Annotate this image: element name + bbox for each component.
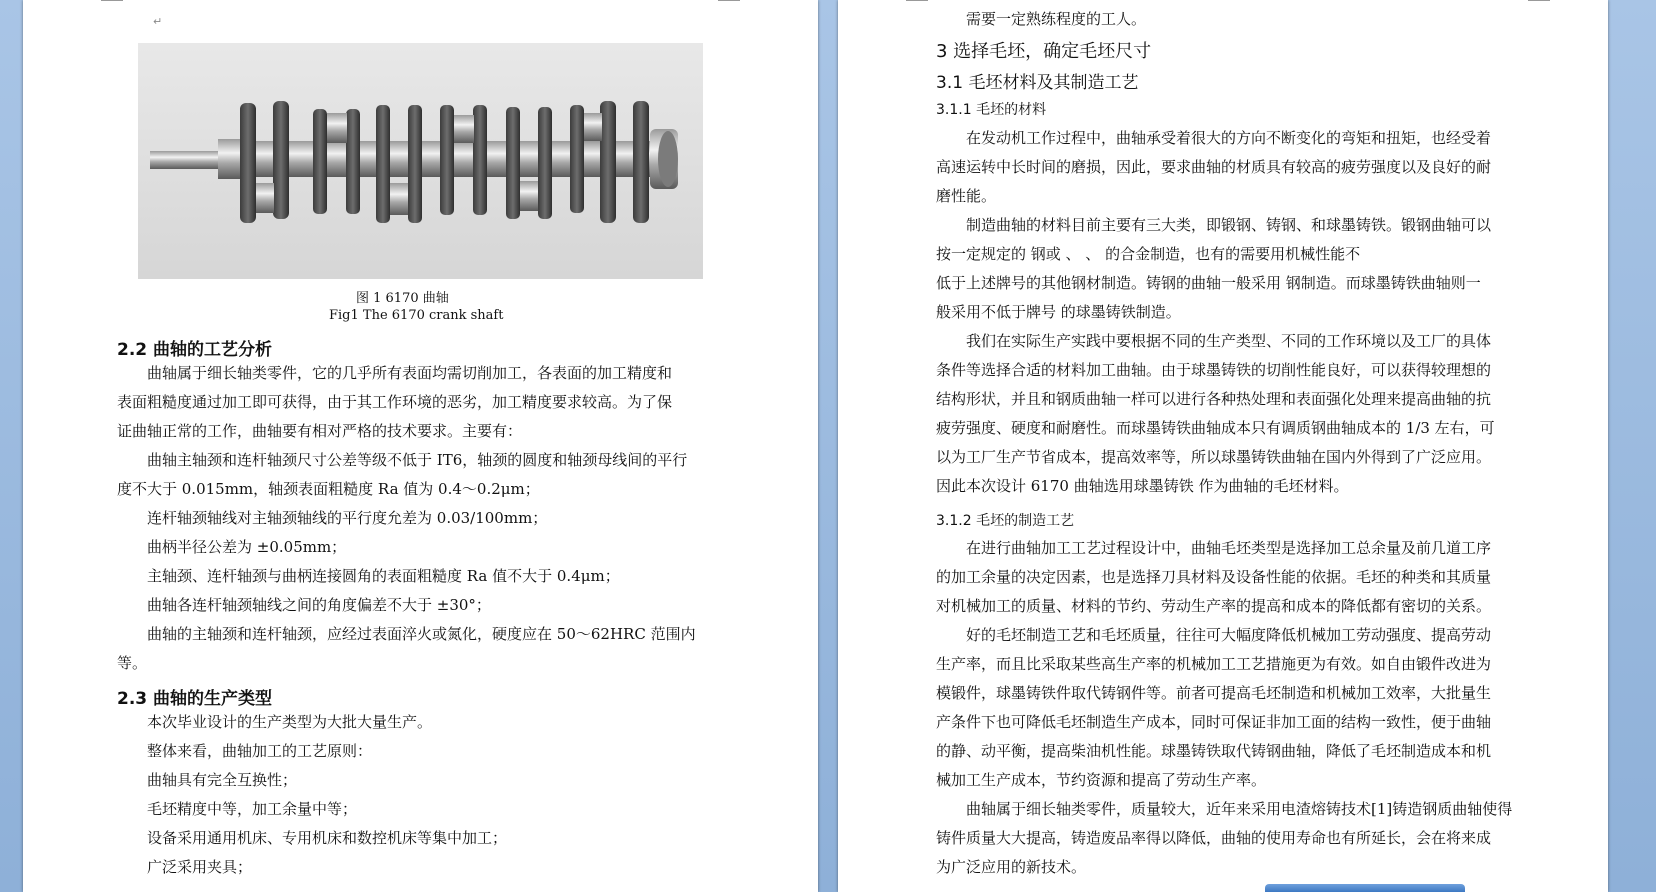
body-line: 等。 [117,654,148,672]
figure-caption-en: Fig1 The 6170 crank shaft [329,308,504,323]
body-line: 高速运转中长时间的磨损，因此，要求曲轴的材质具有较高的疲劳强度以及良好的耐 [936,158,1492,176]
body-line: 疲劳强度、硬度和耐磨性。而球墨铸铁曲轴成本只有调质钢曲轴成本的 1/3 左右，可 [936,419,1495,437]
section-heading-3-1-1: 3.1.1 毛坯的材料 [936,102,1047,118]
body-line: 曲轴各连杆轴颈轴线之间的角度偏差不大于 ±30°； [147,596,491,614]
crop-mark [1528,0,1550,1]
body-line: 证曲轴正常的工作，曲轴要有相对严格的技术要求。主要有： [117,422,523,440]
body-line: 产条件下也可降低毛坯制造生产成本，同时可保证非加工面的结构一致性，便于曲轴 [936,713,1492,731]
body-line: 连杆轴颈轴线对主轴颈轴线的平行度允差为 0.03/100mm； [147,509,548,527]
chapter-heading-3: 3 选择毛坯，确定毛坯尺寸 [936,41,1152,62]
section-heading-3-1: 3.1 毛坯材料及其制造工艺 [936,73,1139,93]
body-line: 曲柄半径公差为 ±0.05mm； [147,538,347,556]
body-line: 曲轴属于细长轴类零件，质量较大，近年来采用电渣熔铸技术[1]铸造钢质曲轴使得 [966,800,1513,818]
crankshaft-photo [138,43,703,279]
body-line: 低于上述牌号的其他钢材制造。铸钢的曲轴一般采用 钢制造。而球墨铸铁曲轴则一 [936,274,1481,292]
body-line: 铸件质量大大提高，铸造废品率得以降低，曲轴的使用寿命也有所延长，会在将来成 [936,829,1492,847]
body-line: 的加工余量的决定因素，也是选择刀具材料及设备性能的依据。毛坯的种类和其质量 [936,568,1492,586]
body-line: 广泛采用夹具； [147,858,253,876]
body-line: 制造曲轴的材料目前主要有三大类，即锻钢、铸钢、和球墨铸铁。锻钢曲轴可以 [966,216,1492,234]
body-line: 毛坯精度中等，加工余量中等； [147,800,358,818]
body-line: 主轴颈、连杆轴颈与曲柄连接圆角的表面粗糙度 Ra 值不大于 0.4μm； [147,567,620,585]
body-line: 结构形状，并且和钢质曲轴一样可以进行各种热处理和表面强化处理来提高曲轴的抗 [936,390,1492,408]
body-line: 条件等选择合适的材料加工曲轴。由于球墨铸铁的切削性能良好，可以获得较理想的 [936,361,1492,379]
body-line: 本次毕业设计的生产类型为大批大量生产。 [147,713,433,731]
body-line: 为广泛应用的新技术。 [936,858,1087,876]
body-line: 度不大于 0.015mm，轴颈表面粗糙度 Ra 值为 0.4～0.2μm； [117,480,540,498]
section-heading-3-1-2: 3.1.2 毛坯的制造工艺 [936,513,1075,529]
body-line: 在发动机工作过程中，曲轴承受着很大的方向不断变化的弯矩和扭矩，也经受着 [966,129,1492,147]
paragraph-mark: ↵ [153,15,163,28]
crop-mark [718,0,740,1]
crop-mark [101,0,123,1]
body-line: 曲轴具有完全互换性； [147,771,298,789]
body-line: 需要一定熟练程度的工人。 [966,10,1147,28]
crankshaft-illustration [138,43,703,279]
body-line: 以为工厂生产节省成本，提高效率等，所以球墨铸铁曲轴在国内外得到了广泛应用。 [936,448,1492,466]
crop-mark [906,0,928,1]
body-line: 表面粗糙度通过加工即可获得，由于其工作环境的恶劣，加工精度要求较高。为了保 [117,393,673,411]
body-line: 好的毛坯制造工艺和毛坯质量，往往可大幅度降低机械加工劳动强度、提高劳动 [966,626,1492,644]
body-line: 的静、动平衡，提高柴油机性能。球墨铸铁取代铸钢曲轴，降低了毛坯制造成本和机 [936,742,1492,760]
body-line: 曲轴主轴颈和连杆轴颈尺寸公差等级不低于 IT6，轴颈的圆度和轴颈母线间的平行 [147,451,688,469]
body-line: 我们在实际生产实践中要根据不同的生产类型、不同的工作环境以及工厂的具体 [966,332,1492,350]
section-heading-2-3: 2.3 曲轴的生产类型 [117,689,273,709]
body-line: 磨性能。 [936,187,997,205]
body-line: 械加工生产成本，节约资源和提高了劳动生产率。 [936,771,1267,789]
body-line: 因此本次设计 6170 曲轴选用球墨铸铁 作为曲轴的毛坯材料。 [936,477,1349,495]
scroll-tab[interactable] [1265,884,1465,892]
document-page-right [838,0,1608,892]
body-line: 般采用不低于牌号 的球墨铸铁制造。 [936,303,1181,321]
figure-caption-cn: 图 1 6170 曲轴 [356,291,449,306]
body-line: 按一定规定的 钢或 、 、 的合金制造，也有的需要用机械性能不 [936,245,1361,263]
body-line: 对机械加工的质量、材料的节约、劳动生产率的提高和成本的降低都有密切的关系。 [936,597,1492,615]
body-line: 整体来看，曲轴加工的工艺原则： [147,742,373,760]
body-line: 生产率，而且比采取某些高生产率的机械加工工艺措施更为有效。如自由锻件改进为 [936,655,1492,673]
body-line: 设备采用通用机床、专用机床和数控机床等集中加工； [147,829,508,847]
body-line: 曲轴属于细长轴类零件，它的几乎所有表面均需切削加工，各表面的加工精度和 [147,364,673,382]
body-line: 曲轴的主轴颈和连杆轴颈，应经过表面淬火或氮化，硬度应在 50～62HRC 范围内 [147,625,696,643]
body-line: 在进行曲轴加工工艺过程设计中，曲轴毛坯类型是选择加工总余量及前几道工序 [966,539,1492,557]
document-page-left [23,0,818,892]
section-heading-2-2: 2.2 曲轴的工艺分析 [117,340,273,360]
body-line: 模锻件，球墨铸铁件取代铸钢件等。前者可提高毛坯制造和机械加工效率，大批量生 [936,684,1492,702]
